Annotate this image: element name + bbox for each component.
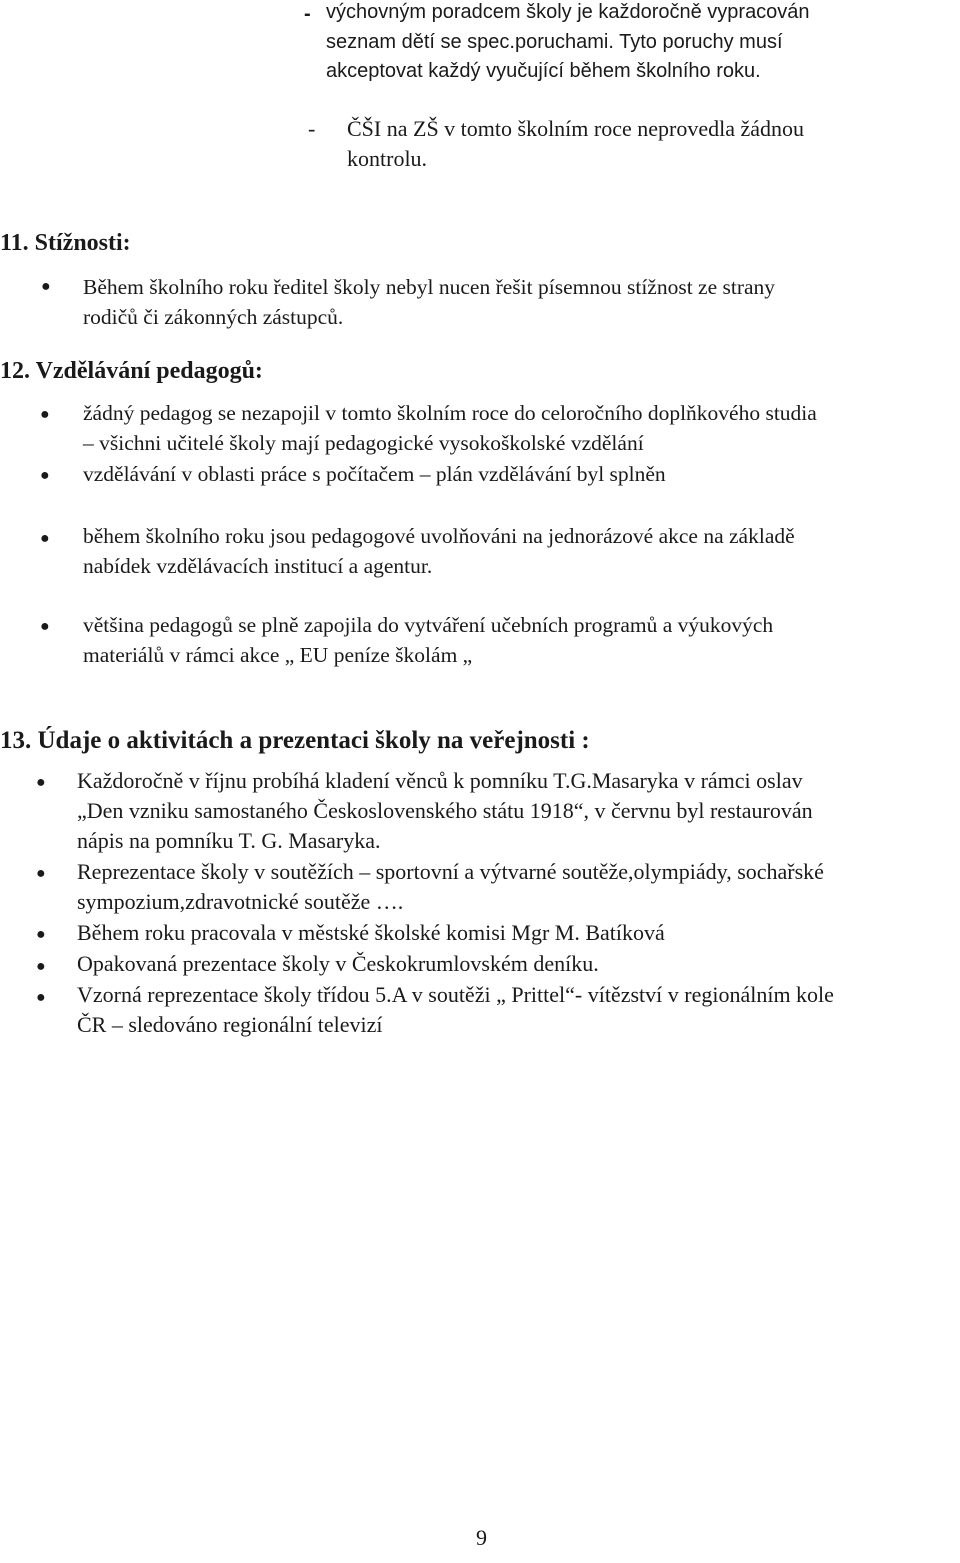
education-item-1-line-2: – všichni učitelé školy mají pedagogické vysokoškolské vzdělání — [83, 431, 644, 455]
bullet-icon: ● — [40, 618, 50, 635]
bullet-icon: ● — [36, 774, 46, 791]
intro-item-1-line-3: akceptovat každý vyučující během školního roku. — [326, 60, 761, 82]
section-heading: 12. Vzdělávání pedagogů: — [0, 358, 263, 384]
education-item-4-line-1: většina pedagogů se plně zapojila do vytváření učebních programů a výukových — [83, 613, 774, 637]
intro-item-2-line-1: ČŠI na ZŠ v tomto školním roce neprovedla žádnou — [347, 116, 805, 141]
bullet-icon: ● — [41, 278, 51, 295]
education-item-3-line-2: nabídek vzdělávacích institucí a agentur. — [83, 554, 433, 578]
activity-item-5-line-2: ČR – sledováno regionální televizí — [77, 1012, 383, 1037]
dash-marker: - — [304, 3, 311, 25]
activity-item-2-line-2: sympozium,zdravotnické soutěže …. — [77, 889, 404, 914]
section-public-activities — [0, 726, 960, 1046]
page-number: 9 — [476, 1525, 487, 1550]
section-teacher-education — [0, 356, 960, 676]
bullet-icon: ● — [36, 926, 46, 943]
education-item-3-line-1: během školního roku jsou pedagogové uvolňováni na jednorázové akce na základě — [83, 524, 795, 548]
intro-item-2 — [308, 114, 958, 176]
activity-item-1-line-3: nápis na pomníku T. G. Masaryka. — [77, 828, 381, 853]
education-item-1-line-1: žádný pedagog se nezapojil v tomto školním roce do celoročního doplňkového studia — [83, 401, 817, 425]
bullet-icon: ● — [40, 406, 50, 423]
education-item-4-line-2: materiálů v rámci akce „ EU peníze školám „ — [83, 643, 473, 667]
bullet-icon: ● — [40, 530, 50, 547]
section-complaints — [0, 228, 960, 338]
section-heading: 11. Stížnosti: — [0, 230, 131, 256]
bullet-icon: ● — [36, 958, 46, 975]
activity-item-1-line-1: Každoročně v říjnu probíhá kladení věnců k pomníku T.G.Masaryka v rámci oslav — [77, 768, 803, 793]
education-item-2-line-1: vzdělávání v oblasti práce s počítačem – plán vzdělávání byl splněn — [83, 462, 666, 486]
activity-item-2-line-1: Reprezentace školy v soutěžích – sportovní a výtvarné soutěže,olympiády, sochařské — [77, 859, 824, 884]
bullet-icon: ● — [40, 467, 50, 484]
activity-item-5-line-1: Vzorná reprezentace školy třídou 5.A v soutěži „ Prittel“- vítězství v regionálním kole — [77, 982, 834, 1007]
section-heading: 13. Údaje o aktivitách a prezentaci školy na veřejnosti : — [0, 727, 590, 754]
bullet-icon: ● — [36, 989, 46, 1006]
activity-item-4-line-1: Opakovaná prezentace školy v Českokrumlovském deníku. — [77, 951, 599, 976]
intro-item-2-line-2: kontrolu. — [347, 146, 428, 171]
activity-item-1-line-2: „Den vzniku samostaného Československého státu 1918“, v červnu byl restaurován — [77, 798, 813, 823]
intro-item-1-line-2: seznam dětí se spec.poruchami. Tyto poruchy musí — [326, 31, 783, 53]
intro-item-1-line-1: výchovným poradcem školy je každoročně vypracován — [326, 1, 810, 23]
complaint-item-line-1: Během školního roku ředitel školy nebyl nucen řešit písemnou stížnost ze strany — [83, 275, 776, 299]
activity-item-3-line-1: Během roku pracovala v městské školské komisi Mgr M. Batíková — [77, 920, 665, 945]
intro-item-1 — [304, 0, 954, 90]
bullet-icon: ● — [36, 865, 46, 882]
complaint-item-line-2: rodičů či zákonných zástupců. — [83, 305, 344, 329]
dash-marker: - — [308, 116, 316, 141]
